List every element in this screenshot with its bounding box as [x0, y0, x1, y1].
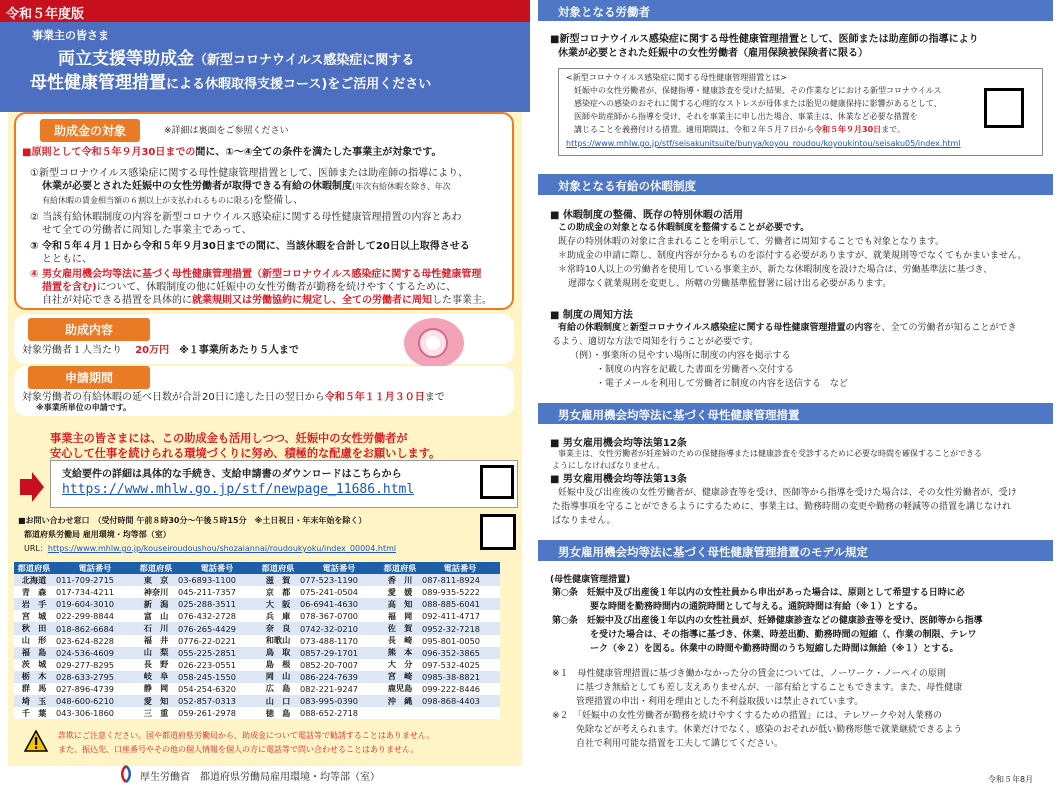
prefecture-cell: 石 川 — [136, 622, 176, 634]
contact-url-link[interactable]: https://www.mhlw.go.jp/kouseiroudoushou/shozaiannai/roudoukyoku/index_00004.html — [47, 544, 397, 553]
note2-line2: 免除などが考えられます。休業だけでなく、感染のおそれが低い勤務形態で就業継続できるよう — [576, 725, 963, 735]
box-line3: 医師や助産師から指導を受け、それを事業主に申し出た場合、事業主は、休業など必要な措置を — [574, 112, 918, 121]
phone-cell: 059-261-2978 — [176, 707, 258, 719]
target-pill: 助成金の対象 — [40, 119, 140, 142]
prefecture-cell: 山 口 — [258, 695, 298, 707]
target-lead-deadline: ■原則として令和５年９月30日までの — [22, 147, 196, 158]
prefecture-cell: 長 崎 — [380, 635, 420, 647]
table-row — [14, 610, 500, 622]
table-row — [14, 598, 500, 610]
prefecture-cell: 高 知 — [380, 598, 420, 610]
target-note: ※詳細は裏面をご参照ください — [164, 126, 289, 136]
phone-cell: 025-288-3511 — [176, 598, 258, 610]
note2-line3: 自社で利用可能な措置を工夫して講じてください。 — [576, 739, 784, 749]
phone-cell: 028-633-2795 — [54, 671, 136, 683]
period-deadline: 令和５年１１月３０日 — [324, 392, 425, 403]
prefecture-cell: 青 森 — [14, 586, 54, 598]
art13-heading: ■ 男女雇用機会均等法第13条 — [550, 474, 687, 485]
phone-cell: 0985-38-8821 — [420, 671, 500, 683]
table-header-row — [14, 562, 500, 574]
prefecture-cell: 秋 田 — [14, 622, 54, 634]
cond1-bold: 休業が必要とされた妊娠中の女性労働者が取得できる有給の休暇制度 — [42, 181, 352, 192]
prefecture-cell: 栃 木 — [14, 671, 54, 683]
labor-bureau-table — [14, 562, 500, 719]
box-line4 — [574, 124, 905, 135]
prefecture-cell: 広 島 — [258, 683, 298, 695]
notice-line1 — [558, 320, 1017, 333]
phone-cell: 086-224-7639 — [298, 671, 380, 683]
section-heading-leave: 対象となる有給の休暇制度 — [538, 174, 1053, 195]
phone-cell: 055-225-2851 — [176, 647, 258, 659]
phone-cell: 088-652-2718 — [298, 707, 380, 719]
prefecture-cell: 静 岡 — [136, 683, 176, 695]
phone-cell: 0852-20-7007 — [298, 659, 380, 671]
leave-line2: ＊助成金の申請に際し、制度内容が分かるものを添付する必要がありますが、就業規則等でなくてもかまいません。 — [558, 251, 1027, 261]
col-header: 電話番号 — [298, 562, 380, 574]
qr-code-icon — [480, 465, 514, 499]
prefecture-cell: 山 形 — [14, 635, 54, 647]
phone-cell: 096-352-3865 — [420, 647, 500, 659]
prefecture-cell: 徳 島 — [258, 707, 298, 719]
contact-url-row — [24, 543, 396, 554]
prefecture-cell: 兵 庫 — [258, 610, 298, 622]
fiscal-year-tag: 令和５年度版 — [0, 0, 530, 22]
phone-cell: 06-6941-4630 — [298, 598, 380, 610]
art13-line3: ばなりません。 — [552, 516, 616, 526]
amount-pill: 助成内容 — [28, 318, 150, 341]
phone-cell: 076-265-4429 — [176, 622, 258, 634]
note1-line3: 管理措置の申出・利用を理由とした不利益取扱いは禁止されています。 — [576, 697, 864, 707]
cond1-tail: を整備し、 — [253, 195, 304, 206]
table-row — [14, 574, 500, 586]
table-row — [14, 586, 500, 598]
prefecture-cell: 三 重 — [136, 707, 176, 719]
qr-code-icon — [480, 514, 516, 550]
prefecture-cell: 宮 崎 — [380, 671, 420, 683]
phone-cell: 076-432-2728 — [176, 610, 258, 622]
phone-cell: 089-935-5222 — [420, 586, 500, 598]
col-header: 都道府県 — [380, 562, 420, 574]
section-heading-workers: 対象となる労働者 — [538, 0, 1053, 21]
cond4-text: について、休暇制度の他に妊娠中の女性労働者が勤務を続けやすくするために、 — [96, 282, 457, 293]
prefecture-cell: 鳥 取 — [258, 647, 298, 659]
warning-line1: 詐欺にご注意ください。国や都道府県労働局から、助成金について電話等で勧誘することはありません。 — [58, 731, 435, 740]
prefecture-cell: 沖 縄 — [380, 695, 420, 707]
col-header: 電話番号 — [176, 562, 258, 574]
phone-cell: 011-709-2715 — [54, 574, 136, 586]
prefecture-cell: 茨 城 — [14, 659, 54, 671]
col-header: 電話番号 — [54, 562, 136, 574]
prefecture-cell: 富 山 — [136, 610, 176, 622]
workers-line1: ■新型コロナウイルス感染症に関する母性健康管理措置として、医師または助産師の指導により — [550, 34, 979, 45]
warning-icon — [24, 730, 48, 752]
note1-line2: に基づき無給としても差し支えありませんが、一部有給とすることもできます。また、母性健康 — [576, 683, 963, 693]
phone-cell: 077-523-1190 — [298, 574, 380, 586]
prefecture-cell: 福 井 — [136, 635, 176, 647]
box-url-link[interactable]: https://www.mhlw.go.jp/stf/seisakunitsuite/bunya/koyou_roudou/koyoukintou/seisaku05/index.html — [566, 139, 961, 148]
art12-heading: ■ 男女雇用機会均等法第12条 — [550, 438, 687, 449]
period-pill: 申請期間 — [28, 366, 150, 389]
section-heading-equal-act: 男女雇用機会均等法に基づく母性健康管理措置 — [538, 403, 1053, 424]
box-period: 講じることを義務付ける措置。適用期間は、令和２年５月７日から — [574, 125, 814, 134]
cond1-line2 — [42, 177, 451, 192]
amount-per-worker: 対象労働者１人当たり — [22, 345, 122, 356]
phone-cell: 0952-32-7218 — [420, 622, 500, 634]
prefecture-cell: 鹿児島 — [380, 683, 420, 695]
notice-example3: ・電子メールを利用して労働者に制度の内容を送信する など — [596, 379, 848, 389]
title-course-part1: （新型コロナウイルス感染症に関する — [194, 53, 415, 68]
phone-cell: 0857-29-1701 — [298, 647, 380, 659]
cond1-wage: 有給休暇の賃金相当額の６割以上が支払われるものに限る) — [42, 196, 254, 205]
phone-cell: 078-367-0700 — [298, 610, 380, 622]
phone-cell — [420, 707, 500, 719]
notice-line2: るよう、適切な方法で周知を行うことが必要です。 — [552, 337, 759, 347]
prefecture-cell: 岩 手 — [14, 598, 54, 610]
table-row — [14, 622, 500, 634]
phone-cell: 082-221-9247 — [298, 683, 380, 695]
box-title: <新型コロナウイルス感染症に関する母性健康管理措置とは> — [566, 73, 787, 82]
period-text: 対象労働者の有給休暇の延べ日数が合計20日に達した日の翌日から — [22, 392, 325, 403]
prefecture-cell: 宮 城 — [14, 610, 54, 622]
phone-cell: 092-411-4717 — [420, 610, 500, 622]
notice-heading: ■ 制度の周知方法 — [550, 310, 633, 321]
appeal-line2: 安心して仕事を続けられる環境づくりに努め、積極的な配慮をお願いします。 — [50, 447, 441, 460]
cond4-rules: 就業規則又は労働協約に規定し、全ての労働者に周知 — [192, 295, 432, 306]
phone-cell: 098-868-4403 — [420, 695, 500, 707]
prefecture-cell: 滋 賀 — [258, 574, 298, 586]
cond4-c: 自社が対応できる措置を具体的に — [42, 295, 192, 306]
prefecture-cell: 大 分 — [380, 659, 420, 671]
phone-cell: 023-624-8228 — [54, 635, 136, 647]
notice-b4: を、全ての労働者が知ることができ — [872, 323, 1017, 333]
contact-line1: ■お問い合わせ窓口 （受付時間 午前８時30分〜午後５時15分 ※土日祝日・年末年始を除く） — [18, 516, 367, 525]
prefecture-cell: 山 梨 — [136, 647, 176, 659]
phone-cell: 052-857-0313 — [176, 695, 258, 707]
issue-date: 令和５年8月 — [988, 775, 1034, 784]
warning-line2: また、振込先、口座番号やその他の個人情報を個人の方に電話等で問い合わせることはありません。 — [58, 745, 419, 754]
phone-cell: 029-277-8295 — [54, 659, 136, 671]
phone-cell: 088-885-6041 — [420, 598, 500, 610]
prefecture-cell: 和歌山 — [258, 635, 298, 647]
download-text: 支給要件の詳細は具体的な手続き、支給申請書のダウンロードはこちらから — [62, 469, 402, 480]
art13-line1: 妊娠中及び出産後の女性労働者が、健康診査等を受け、医師等から指導を受けた場合は、その女性労働者が、受け — [558, 488, 1017, 498]
cond4-line1: ④ 男女雇用機会均等法に基づく母性健康管理措置（新型コロナウイルス感染症に関する母性健康管理 — [30, 269, 482, 280]
table-row — [14, 671, 500, 683]
box-line2: 感染症への感染のおそれに関する心理的なストレスが母体または胎児の健康保持に影響があるとして、 — [574, 99, 942, 108]
prefecture-cell: 佐 賀 — [380, 622, 420, 634]
leaflet-front-page — [0, 0, 530, 795]
phone-cell: 019-604-3010 — [54, 598, 136, 610]
prefecture-cell: 福 岡 — [380, 610, 420, 622]
prefecture-cell: 愛 媛 — [380, 586, 420, 598]
cond1-line1: ①新型コロナウイルス感染症に関する母性健康管理措置として、医師または助産師の指導により、 — [30, 168, 469, 179]
phone-cell: 097-532-4025 — [420, 659, 500, 671]
footer-org: 厚生労働省 都道府県労働局雇用環境・均等部（室） — [140, 772, 380, 783]
target-lead — [22, 143, 442, 158]
phone-cell: 026-223-0551 — [176, 659, 258, 671]
mhlw-logo-icon — [118, 764, 134, 784]
prefecture-cell: 千 葉 — [14, 707, 54, 719]
phone-cell: 058-245-1550 — [176, 671, 258, 683]
prefecture-cell: 東 京 — [136, 574, 176, 586]
phone-cell: 083-995-0390 — [298, 695, 380, 707]
col-header: 都道府県 — [258, 562, 298, 574]
prefecture-cell: 大 阪 — [258, 598, 298, 610]
appeal-line1: 事業主の皆さまには、この助成金も活用しつつ、妊娠中の女性労働者が — [50, 432, 408, 445]
model-art2-line3: ーク（※２）を図る。休業中の時間や勤務時間のうち短縮した時間は無給（※１）とする。 — [590, 644, 959, 654]
table-row — [14, 683, 500, 695]
prefecture-cell — [380, 707, 420, 719]
box-period-tail: まで。 — [881, 125, 905, 134]
notice-example2: ・制度の内容を記載した書面を労働者へ交付する — [596, 365, 795, 375]
cond1-note: (年次有給休暇を除き、年次 — [352, 182, 451, 191]
phone-cell: 0742-32-0210 — [298, 622, 380, 634]
phone-cell: 027-896-4739 — [54, 683, 136, 695]
phone-cell: 054-254-6320 — [176, 683, 258, 695]
salutation: 事業主の皆さま — [32, 29, 109, 42]
notice-b1: 有給の休暇制度 — [558, 323, 622, 333]
period-note: ※事業所単位の申請です。 — [36, 403, 132, 412]
leave-line1: 既存の特別休暇の対象に含まれることを明示して、労働者に周知することでも対象となります。 — [558, 237, 945, 247]
prefecture-cell: 埼 玉 — [14, 695, 54, 707]
title-course-part2: による休暇取得支援コース)をご活用ください — [166, 77, 432, 92]
leave-line4: 遅滞なく就業規則を変更し、所轄の労働基準監督署に届け出る必要があります。 — [568, 279, 892, 289]
title-measure: 母性健康管理措置 — [30, 73, 166, 93]
qr-code-icon — [984, 88, 1024, 128]
amount-line — [22, 341, 299, 356]
phone-cell: 03-6893-1100 — [176, 574, 258, 586]
cond2-line1: ② 当該有給休暇制度の内容を新型コロナウイルス感染症に関する母性健康管理措置の内容とあわ — [30, 212, 462, 223]
mother-baby-icon — [404, 318, 464, 368]
col-header: 都道府県 — [136, 562, 176, 574]
cond4-red: 措置を含む) — [42, 282, 97, 293]
phone-cell: 095-801-0050 — [420, 635, 500, 647]
table-row — [14, 659, 500, 671]
prefecture-cell: 神奈川 — [136, 586, 176, 598]
phone-cell: 018-862-6684 — [54, 622, 136, 634]
prefecture-cell: 群 馬 — [14, 683, 54, 695]
contact-url-label: URL： — [24, 544, 48, 553]
note2-line1: ※２ 「妊娠中の女性労働者が勤務を続けやすくするための措置」には、テレワークや対人業務の — [552, 711, 942, 721]
prefecture-cell: 京 都 — [258, 586, 298, 598]
contact-line2: 都道府県労働局 雇用環境・均等部（室） — [24, 530, 171, 539]
phone-cell: 022-299-8844 — [54, 610, 136, 622]
prefecture-cell: 香 川 — [380, 574, 420, 586]
phone-cell: 017-734-4211 — [54, 586, 136, 598]
amount-value: 20万円 — [135, 345, 170, 356]
title-subsidy-name: 両立支援等助成金 — [58, 49, 194, 69]
box-line1: 妊娠中の女性労働者が、保健指導・健康診査を受けた結果、その作業などにおける新型コロナウイルス — [574, 86, 942, 95]
prefecture-cell: 新 潟 — [136, 598, 176, 610]
leave-bold: この助成金の対象となる休暇制度を整備することが必要です。 — [558, 223, 810, 233]
table-row — [14, 707, 500, 719]
model-art2-line1: 第○条 妊娠中及び出産後１年以内の女性社員が、妊婦健康診査などの健康診査等を受け、医師等から指導 — [552, 616, 983, 626]
arrow-right-icon — [20, 472, 44, 502]
table-row — [14, 695, 500, 707]
title-banner — [0, 22, 530, 112]
phone-cell: 024-536-4609 — [54, 647, 136, 659]
download-link[interactable]: https://www.mhlw.go.jp/stf/newpage_11686.html — [62, 482, 415, 497]
prefecture-cell: 奈 良 — [258, 622, 298, 634]
notice-b2: と — [621, 323, 631, 333]
art13-line2: た指導事項を守ることができるようにするために、事業主は、勤務時間の変更や勤務の軽減等の措置を講じなけれ — [552, 502, 1012, 512]
prefecture-cell: 島 根 — [258, 659, 298, 671]
prefecture-cell: 熊 本 — [380, 647, 420, 659]
cond1-line3 — [42, 191, 303, 206]
prefecture-cell: 北海道 — [14, 574, 54, 586]
cond4-line3 — [42, 291, 492, 306]
table-row — [14, 647, 500, 659]
notice-example1: （例）・事業所の見やすい場所に制度の内容を掲示する — [570, 351, 791, 361]
phone-cell: 087-811-8924 — [420, 574, 500, 586]
amount-limit: ※１事業所あたり５人まで — [179, 345, 299, 356]
phone-cell: 045-211-7357 — [176, 586, 258, 598]
leave-heading: ■ 休暇制度の整備、既存の特別休暇の活用 — [550, 210, 743, 221]
prefecture-cell: 愛 知 — [136, 695, 176, 707]
box-period-end: 令和５年９月30日 — [814, 125, 882, 134]
prefecture-cell: 福 島 — [14, 647, 54, 659]
section-heading-model-rules: 男女雇用機会均等法に基づく母性健康管理措置のモデル規定 — [538, 540, 1053, 561]
phone-cell: 043-306-1860 — [54, 707, 136, 719]
title-line-1 — [58, 44, 414, 69]
cond4-end: した事業主。 — [432, 295, 492, 306]
period-line — [22, 388, 445, 403]
phone-cell: 0776-22-0221 — [176, 635, 258, 647]
cond3-line1: ③ 令和５年４月１日から令和５年９月30日までの間に、当該休暇を合計して20日以上取得させる — [30, 241, 470, 252]
model-art2-line2: を受けた場合は、その指導に基づき、休業、時差出勤、勤務時間の短縮（、作業の制限、テレワ — [590, 630, 977, 640]
cond3-line2: とともに、 — [42, 254, 92, 265]
model-title: (母性健康管理措置) — [550, 575, 631, 585]
phone-cell: 075-241-0504 — [298, 586, 380, 598]
art12-line2: ようにしなければなりません。 — [552, 461, 665, 470]
period-end: まで — [424, 392, 445, 403]
col-header: 電話番号 — [420, 562, 500, 574]
page-gutter — [530, 0, 538, 795]
workers-line2: 休業が必要とされた妊娠中の女性労働者（雇用保険被保険者に限る） — [558, 48, 868, 59]
cond2-line2: せて全ての労働者に周知した事業主であって、 — [42, 225, 252, 236]
target-lead-rest: 間に、①〜④全ての条件を満たした事業主が対象です。 — [195, 147, 442, 158]
model-art1-line2: 要な時間を勤務時間内の通院時間として与える。通院時間は有給（※１）とする。 — [590, 602, 923, 612]
leave-line3: ＊常時10人以上の労働者を使用している事業主が、新たな休暇制度を設けた場合は、労働基準法に基づき、 — [558, 265, 993, 275]
art12-line1: 事業主は、女性労働者が妊産婦のための保健指導または健康診査を受診するために必要な時間を確保することができる — [558, 449, 982, 458]
prefecture-cell: 岡 山 — [258, 671, 298, 683]
phone-cell: 073-488-1170 — [298, 635, 380, 647]
prefecture-cell: 岐 阜 — [136, 671, 176, 683]
model-art1-line1: 第○条 妊娠中及び出産後１年以内の女性社員から申出があった場合は、原則として希望する日時に必 — [552, 588, 965, 598]
notice-b3: 新型コロナウイルス感染症に関する母性健康管理措置の内容 — [630, 323, 873, 333]
col-header: 都道府県 — [14, 562, 54, 574]
prefecture-cell: 長 野 — [136, 659, 176, 671]
title-line-2 — [30, 68, 431, 93]
note1-line1: ※１ 母性健康管理措置に基づき働かなかった分の賃金については、ノーワーク・ノーペイの原則 — [552, 669, 946, 679]
phone-cell: 099-222-8446 — [420, 683, 500, 695]
leaflet-back-page — [538, 0, 1061, 795]
table-row — [14, 635, 500, 647]
phone-cell: 048-600-6210 — [54, 695, 136, 707]
